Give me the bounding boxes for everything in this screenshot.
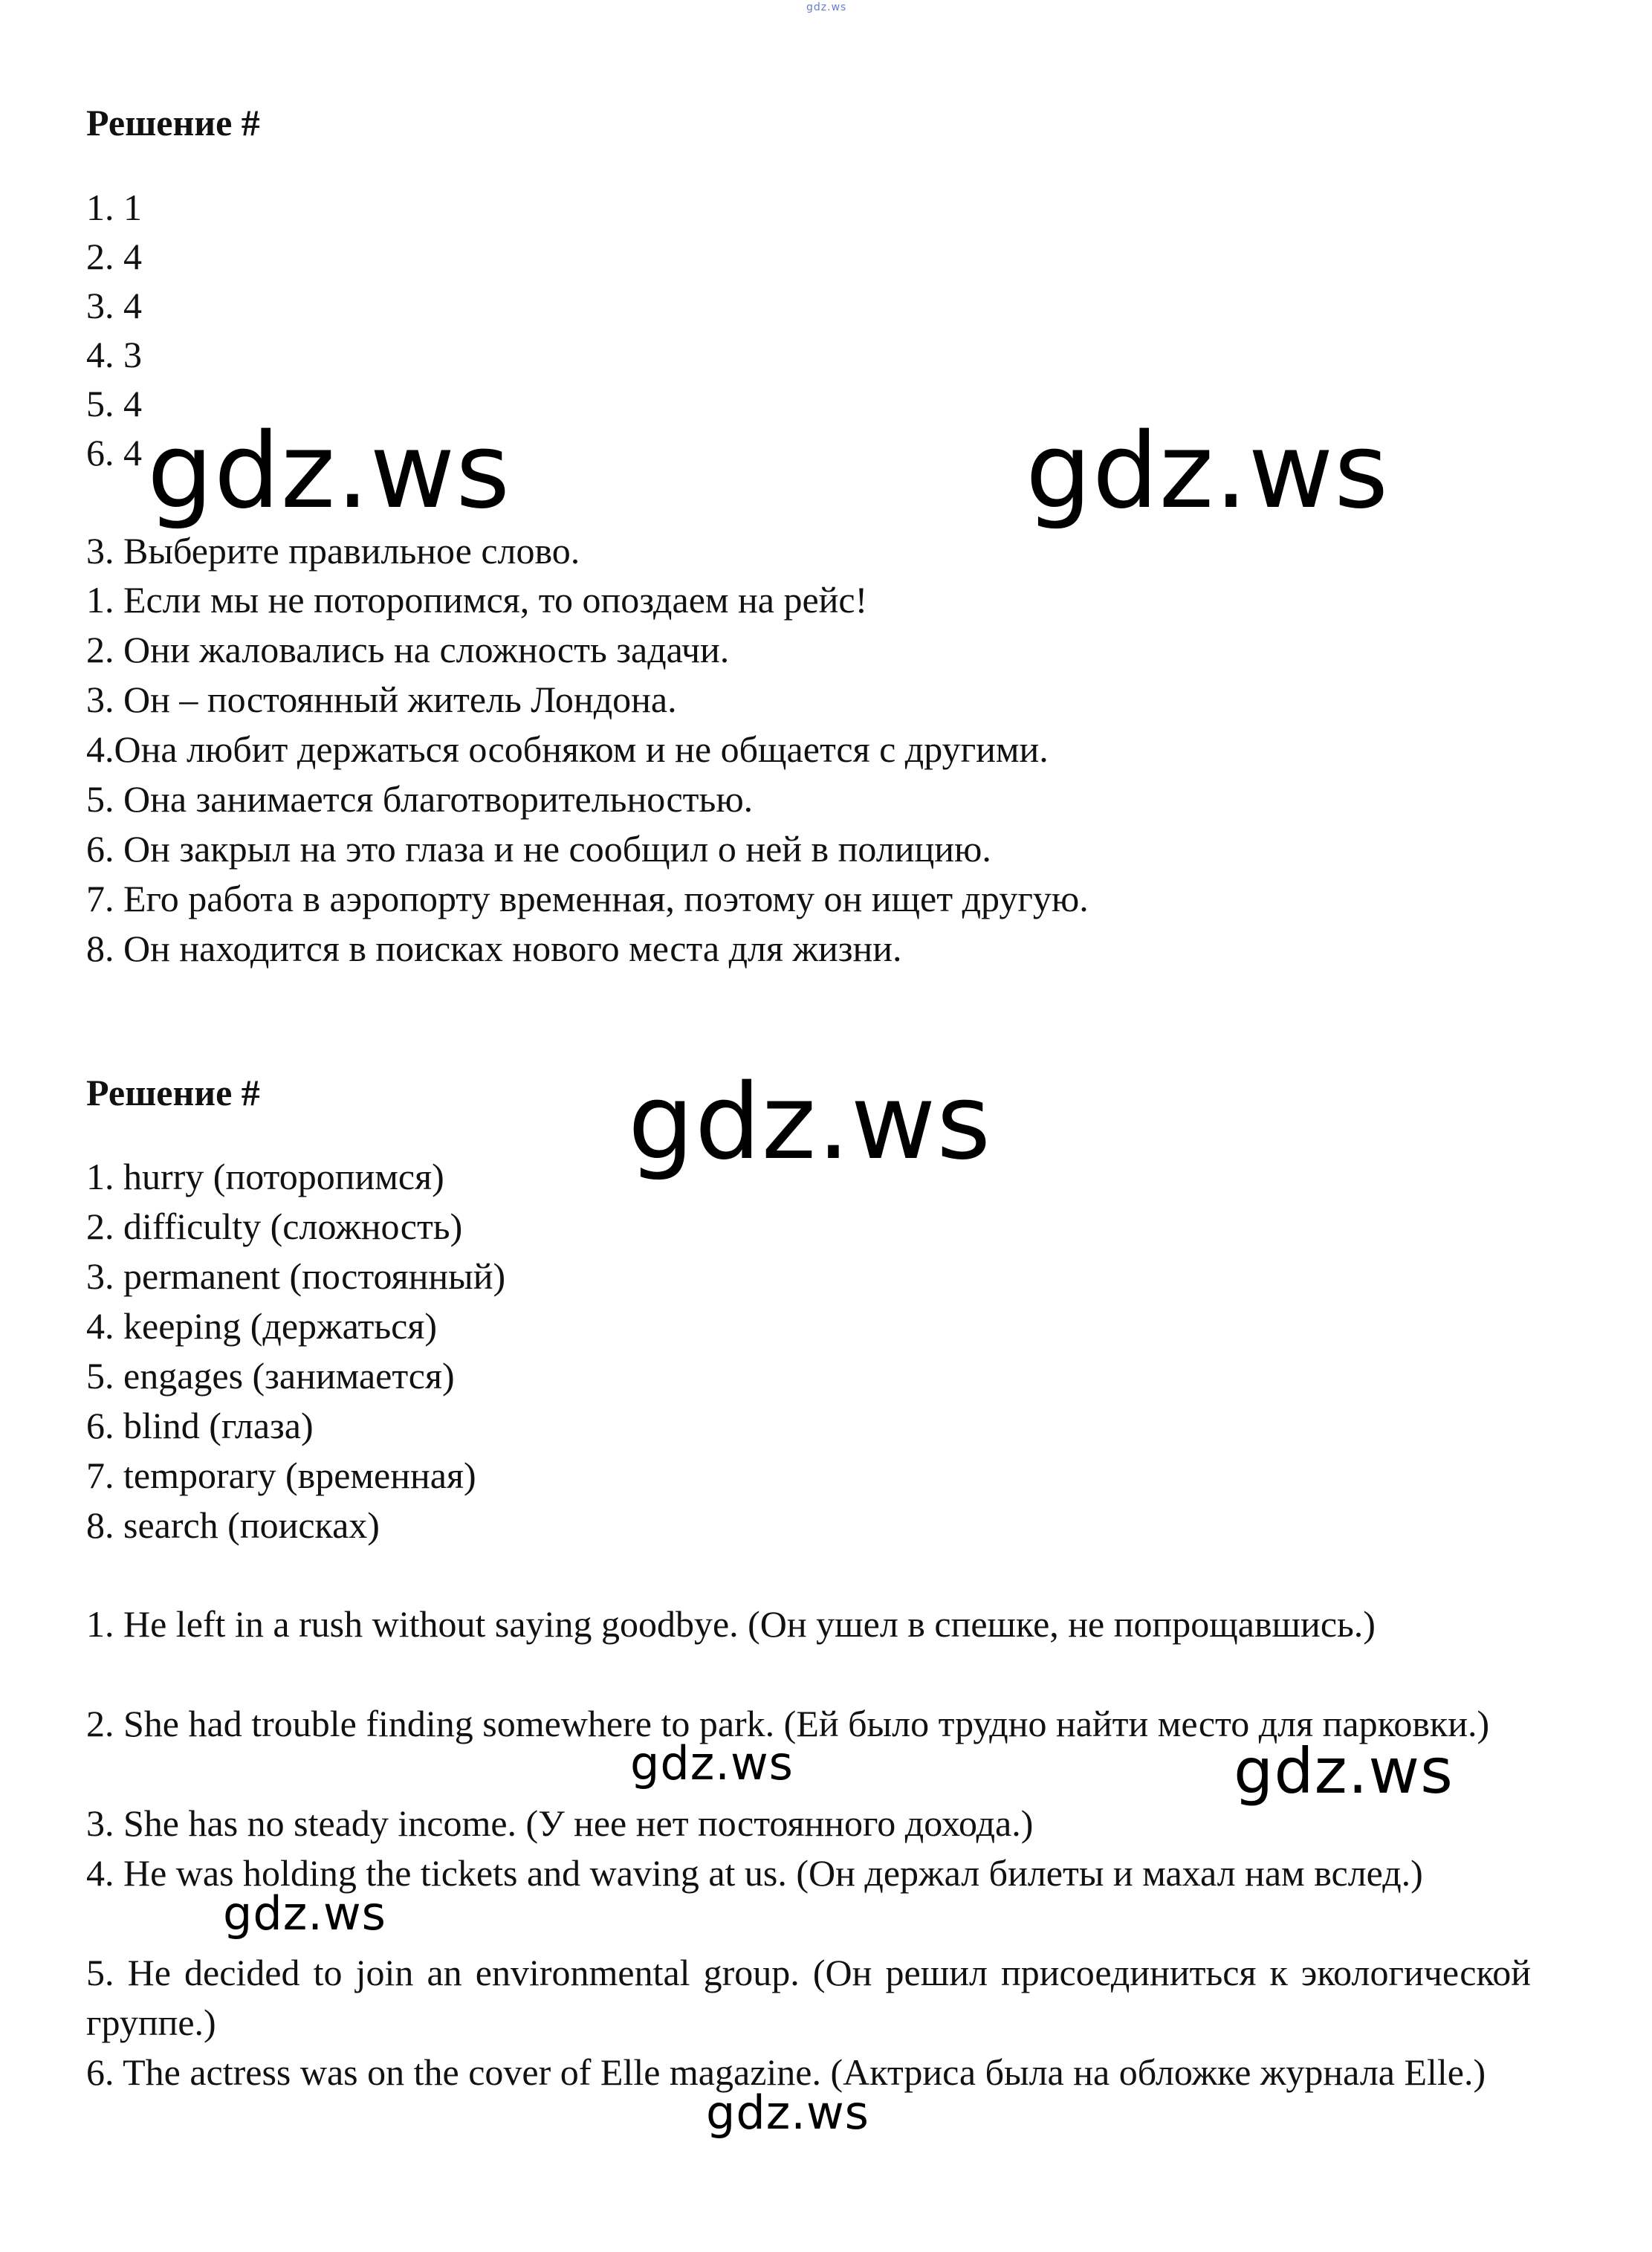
answer-line: 2. 4 [86, 236, 142, 277]
translation-paragraph: 6. The actress was on the cover of Elle magazine. (Актриса была на обложке журнала Elle.) [86, 2051, 1486, 2093]
watermark: gdz.ws [147, 411, 511, 532]
watermark: gdz.ws [628, 1062, 992, 1183]
watermark: gdz.ws [706, 2086, 869, 2140]
word-line: 7. temporary (временная) [86, 1455, 476, 1496]
translation-paragraph: 5. He decided to join an environmental group. (Он решил присоединиться к экологической группе.) [86, 1952, 1531, 2043]
answer-line: 4. 3 [86, 334, 142, 375]
section1-heading: Решение # [86, 102, 260, 143]
answer-line: 6. 4 [86, 432, 142, 473]
watermark: gdz.ws [1026, 411, 1390, 532]
word-line: 8. search (поисках) [86, 1504, 380, 1546]
answer-line: 5. 4 [86, 383, 142, 424]
word-line: 1. hurry (поторопимся) [86, 1156, 444, 1197]
section3-heading: Решение # [86, 1072, 260, 1113]
answer-line: 3. 4 [86, 285, 142, 326]
word-line: 4. keeping (держаться) [86, 1305, 437, 1347]
exercise-title: 3. Выберите правильное слово. [86, 530, 580, 572]
header-watermark: gdz.ws [806, 1, 847, 13]
sentence-line: 5. Она занимается благотворительностью. [86, 778, 754, 820]
watermark: gdz.ws [223, 1886, 386, 1941]
word-line: 2. difficulty (сложность) [86, 1206, 463, 1247]
word-line: 5. engages (занимается) [86, 1355, 455, 1397]
translation-paragraph: 2. She had trouble finding somewhere to park. (Ей было трудно найти место для парковки.) [86, 1703, 1490, 1744]
word-line: 6. blind (глаза) [86, 1405, 314, 1446]
sentence-line: 2. Они жаловались на сложность задачи. [86, 629, 730, 670]
sentence-line: 6. Он закрыл на это глаза и не сообщил о ней в полицию. [86, 828, 991, 870]
translation-paragraph: 4. He was holding the tickets and waving at us. (Он держал билеты и махал нам вслед.) [86, 1852, 1423, 1894]
sentence-line: 4.Она любит держаться особняком и не общается с другими. [86, 728, 1049, 770]
word-line: 3. permanent (постоянный) [86, 1255, 506, 1297]
answer-line: 1. 1 [86, 187, 142, 228]
watermark: gdz.ws [1234, 1735, 1454, 1808]
sentence-line: 1. Если мы не поторопимся, то опоздаем на рейс! [86, 579, 868, 621]
watermark: gdz.ws [630, 1736, 794, 1790]
translation-paragraph: 3. She has no steady income. (У нее нет постоянного дохода.) [86, 1802, 1034, 1844]
sentence-line: 7. Его работа в аэропорту временная, поэтому он ищет другую. [86, 878, 1089, 919]
sentence-line: 3. Он – постоянный житель Лондона. [86, 679, 677, 720]
sentence-line: 8. Он находится в поисках нового места для жизни. [86, 928, 902, 969]
translation-paragraph: 1. He left in a rush without saying goodbye. (Он ушел в спешке, не попрощавшись.) [86, 1603, 1376, 1645]
